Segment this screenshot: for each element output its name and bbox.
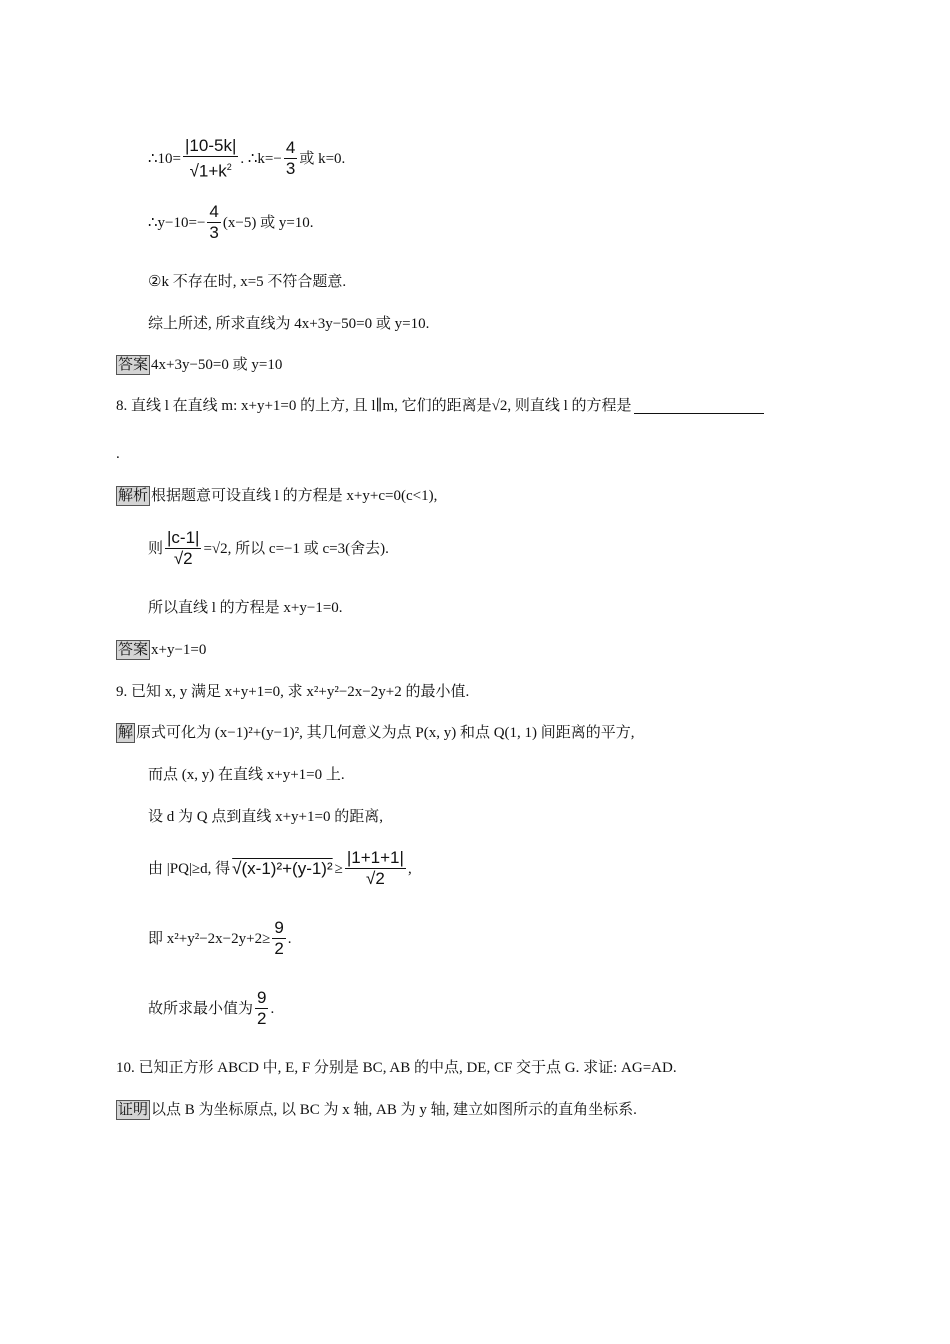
sol7-l1-c: 或 k=0. xyxy=(299,150,346,167)
q9-frac6-den: 2 xyxy=(257,1009,267,1028)
sol7-fraction-3 xyxy=(207,202,220,243)
sol7-line4: 综上所述, 所求直线为 4x+3y−50=0 或 y=10. xyxy=(148,316,430,332)
q8-question-text: 8. 直线 l 在直线 m: x+y+1=0 的上方, 且 l∥m, 它们的距离是√2, 则直线 l 的方程是 xyxy=(116,398,632,414)
sol7-l1-b: . ∴k=− xyxy=(240,150,282,167)
sol7-frac1-den-sup: 2 xyxy=(226,162,232,172)
q10-question: 10. 已知正方形 ABCD 中, E, F 分别是 BC, AB 的中点, DE, CF 交于点 G. 求证: AG=AD. xyxy=(116,1060,677,1076)
q9-frac6-num: 9 xyxy=(257,988,267,1007)
q9-frac-distance-den: √2 xyxy=(366,869,385,888)
sol7-answer xyxy=(116,355,282,375)
sol7-line2 xyxy=(148,202,314,243)
sol7-l2-a: ∴y−10=− xyxy=(148,214,206,231)
q8-l2-a: 则 xyxy=(148,540,164,557)
q9-fraction-nine-halves-1 xyxy=(272,918,285,959)
sol7-fraction-2 xyxy=(284,138,297,179)
q8-analysis-text: 根据题意可设直线 l 的方程是 x+y+c=0(c<1), xyxy=(151,488,438,504)
q9-question: 9. 已知 x, y 满足 x+y+1=0, 求 x²+y²−2x−2y+2 的最小值. xyxy=(116,684,470,700)
sol7-frac3-den: 3 xyxy=(209,223,219,242)
answer-tag: 答案 xyxy=(118,642,149,658)
sol7-answer-text: 4x+3y−50=0 或 y=10 xyxy=(151,357,283,373)
q9-fraction-nine-halves-2 xyxy=(255,988,268,1029)
q9-frac5-num: 9 xyxy=(274,918,284,937)
q8-question xyxy=(116,396,764,416)
sol7-frac1-num: |10-5k| xyxy=(185,136,237,155)
sol7-frac1-den-text: √1+k xyxy=(189,161,227,181)
q9-line6 xyxy=(148,988,274,1029)
q9-l5-b: . xyxy=(287,930,292,947)
analysis-tag: 解析 xyxy=(118,488,149,504)
q9-l5-a: 即 x²+y²−2x−2y+2≥ xyxy=(148,930,271,947)
q9-line5 xyxy=(148,918,292,959)
q8-answer xyxy=(116,640,206,660)
sol7-l2-b: (x−5) 或 y=10. xyxy=(222,214,314,231)
q9-l4-b: , xyxy=(407,860,412,877)
q9-l6-a: 故所求最小值为 xyxy=(148,1000,254,1017)
q8-frac-num: |c-1| xyxy=(167,528,200,547)
q8-period: . xyxy=(116,446,120,462)
q9-l4-a: 由 |PQ|≥d, 得 xyxy=(148,860,231,877)
q10-proof xyxy=(116,1100,637,1120)
sol7-line1 xyxy=(148,136,345,182)
answer-tag: 答案 xyxy=(118,357,149,373)
q8-answer-blank xyxy=(634,399,764,414)
q8-fraction xyxy=(165,528,201,569)
sol7-l1-a: ∴10= xyxy=(148,150,182,167)
q9-line4 xyxy=(148,848,412,889)
q9-frac-distance-num: |1+1+1| xyxy=(346,848,404,867)
q9-line2: 而点 (x, y) 在直线 x+y+1=0 上. xyxy=(148,767,345,783)
q8-analysis xyxy=(116,486,437,506)
q9-sqrt-expression: √(x-1)²+(y-1)² xyxy=(232,858,333,878)
sol7-frac3-num: 4 xyxy=(209,202,219,221)
q9-line3: 设 d 为 Q 点到直线 x+y+1=0 的距离, xyxy=(148,809,383,825)
q9-frac5-den: 2 xyxy=(274,939,284,958)
sol7-frac2-num: 4 xyxy=(285,138,296,158)
q8-line3: 所以直线 l 的方程是 x+y−1=0. xyxy=(148,600,343,616)
q8-l2-b: =√2, 所以 c=−1 或 c=3(舍去). xyxy=(203,540,389,557)
proof-tag: 证明 xyxy=(118,1102,149,1118)
sol7-line3: ②k 不存在时, x=5 不符合题意. xyxy=(148,274,347,290)
q9-solution xyxy=(116,723,635,743)
q9-fraction-distance xyxy=(345,848,406,889)
q9-l4-geq: ≥ xyxy=(334,860,343,877)
solution-tag: 解 xyxy=(118,725,134,741)
q8-answer-text: x+y−1=0 xyxy=(151,642,207,658)
q9-l6-b: . xyxy=(270,1000,275,1017)
q9-solution-text: 原式可化为 (x−1)²+(y−1)², 其几何意义为点 P(x, y) 和点 Q(1, 1) 间距离的平方, xyxy=(136,725,635,741)
sol7-frac1-den xyxy=(188,157,234,182)
sol7-fraction-1 xyxy=(183,136,238,182)
q10-proof-text: 以点 B 为坐标原点, 以 BC 为 x 轴, AB 为 y 轴, 建立如图所示的直角坐标系. xyxy=(151,1102,637,1118)
sol7-frac2-den: 3 xyxy=(285,159,296,179)
q8-frac-den: √2 xyxy=(173,549,193,568)
q8-line2 xyxy=(148,528,389,569)
